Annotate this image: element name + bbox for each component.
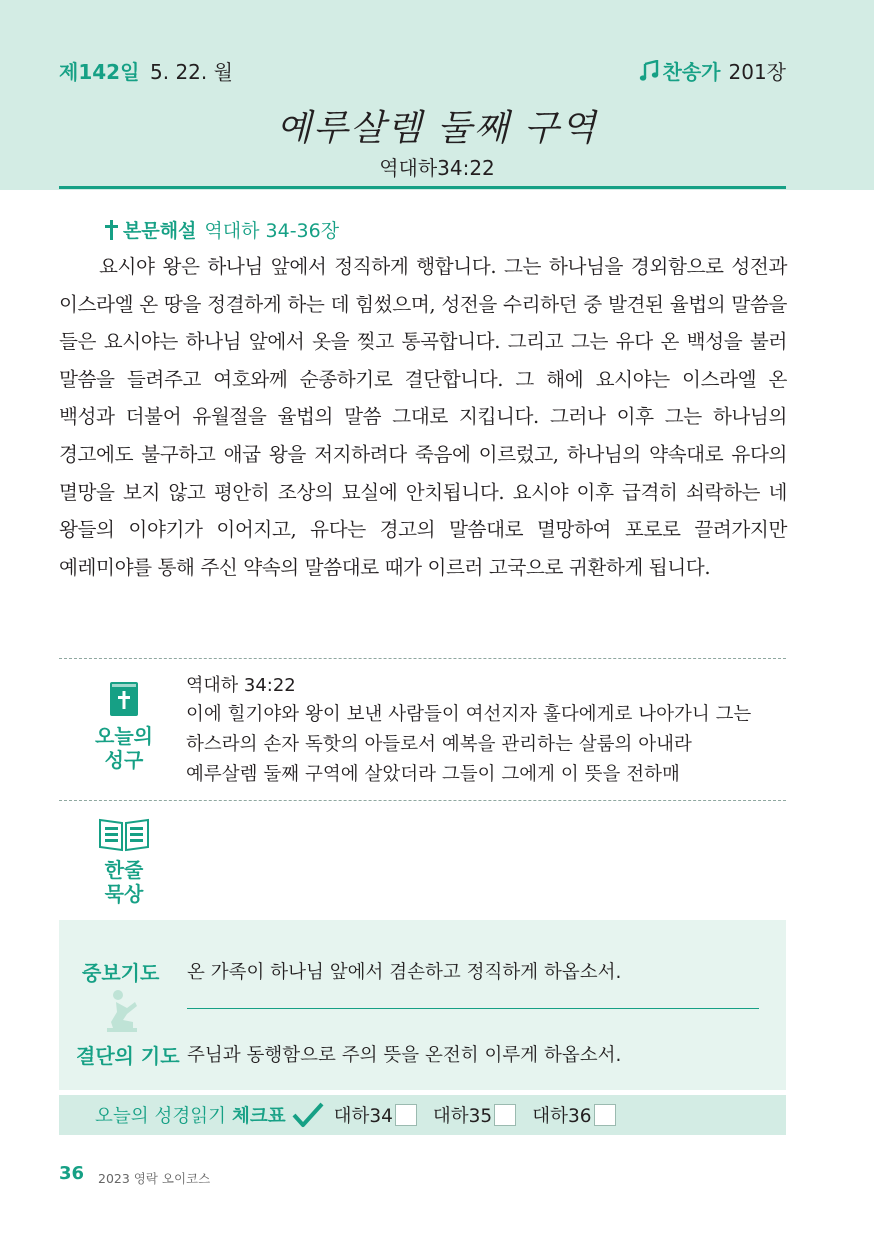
checklist-item-label: 대하35: [432, 1106, 493, 1127]
intercession-label: 중보기도: [82, 961, 160, 985]
day-date: 5. 22. 월: [150, 60, 233, 84]
checkbox[interactable]: [494, 1104, 516, 1126]
reading-checklist: [59, 1095, 786, 1135]
page-number: 36: [59, 1163, 85, 1184]
checklist-label: 오늘의 성경읽기: [95, 1106, 226, 1127]
music-note-icon: [639, 60, 659, 82]
day-label: 제142일: [59, 60, 140, 84]
commentary-text: 요시야 왕은 하나님 앞에서 정직하게 행합니다. 그는 하나님을 경외함으로 성전과 이스라엘 온 땅을 정결하게 하는 데 힘썼으며, 성전을 수리하던 중 발견된 율법의 말씀을 들은 요시야는 하나님 앞에서 옷을 찢고 통곡합니다. 그리고 그는 유다 온 백성을 불러 말씀을 들려주고 여호와께 순종하기로 결단합니다. 그 해에 요시야는 이스라엘 온 백성과 더불어 유월절을 율법의 말씀 그대로 지킵니다. 그러나 이후 그는 하나님의 경고에도 불구하고 애굽 왕을 저지하려다 죽음에 이르렀고, 하나님의 약속대로 유다의 멸망을 보지 않고 평안히 조상의 묘실에 안치됩니다. 요시야 이후 급격히 쇠락하는 네 왕들의 이야기가 이어지고, 유다는 경고의 말씀대로 멸망하여 포로로 끌려가지만 예레미야를 통해 주신 약속의 말씀대로 때가 이르러 고국으로 귀환하게 됩니다.: [59, 255, 787, 579]
meditation-label-box: [68, 816, 180, 906]
commentary-heading: [105, 216, 339, 243]
bible-icon: [108, 680, 140, 718]
verse-label-box: [68, 680, 180, 772]
checklist-strong-label: 체크표: [231, 1106, 286, 1127]
verse-label-line1: 오늘의: [95, 724, 153, 748]
verse-reference: 역대하 34:22: [186, 675, 296, 696]
praying-person-icon: [103, 988, 143, 1034]
meditation-label-line2: 묵상: [104, 882, 144, 906]
hymn-number: 201장: [728, 60, 786, 84]
checklist-item[interactable]: [334, 1102, 417, 1128]
commentary-label: 본문해설: [123, 220, 197, 242]
cross-icon: [105, 220, 118, 240]
checkbox[interactable]: [395, 1104, 417, 1126]
hymn-label: 찬송가: [662, 60, 721, 84]
page-title: 예루살렘 둘째 구역: [276, 108, 598, 149]
checklist-item-label: 대하36: [532, 1106, 592, 1127]
header-divider: [59, 186, 786, 189]
checklist-item[interactable]: [532, 1102, 615, 1128]
hymn-info: [639, 56, 786, 85]
meditation-label-line1: 한줄: [104, 858, 144, 882]
prayer-divider: [187, 1008, 759, 1009]
divider: [59, 658, 786, 659]
divider: [59, 800, 786, 801]
verse-label-line2: 성구: [104, 748, 144, 772]
open-book-icon: [97, 816, 151, 852]
checklist-item[interactable]: [433, 1102, 516, 1128]
checkmark-icon: [292, 1102, 324, 1128]
resolution-text: 주님과 동행함으로 주의 뜻을 온전히 이루게 하옵소서.: [187, 1045, 622, 1066]
publication-name: 2023 영락 오이코스: [98, 1171, 211, 1186]
checkbox[interactable]: [594, 1104, 616, 1126]
checklist-item-label: 대하34: [333, 1106, 393, 1127]
resolution-label: 결단의 기도: [76, 1044, 180, 1068]
verse-text: 이에 힐기야와 왕이 보낸 사람들이 여선지자 훌다에게로 나아가니 그는 하스라의 손자 독핫의 아들로서 예복을 관리하는 살룸의 아내라 예루살렘 둘째 구역에 살았더라 그들이 그에게 이 뜻을 전하매: [186, 704, 752, 785]
title-reference: 역대하34:22: [379, 156, 495, 180]
intercession-text: 온 가족이 하나님 앞에서 겸손하고 정직하게 하옵소서.: [187, 962, 622, 983]
commentary-range: 역대하 34-36장: [204, 220, 340, 242]
